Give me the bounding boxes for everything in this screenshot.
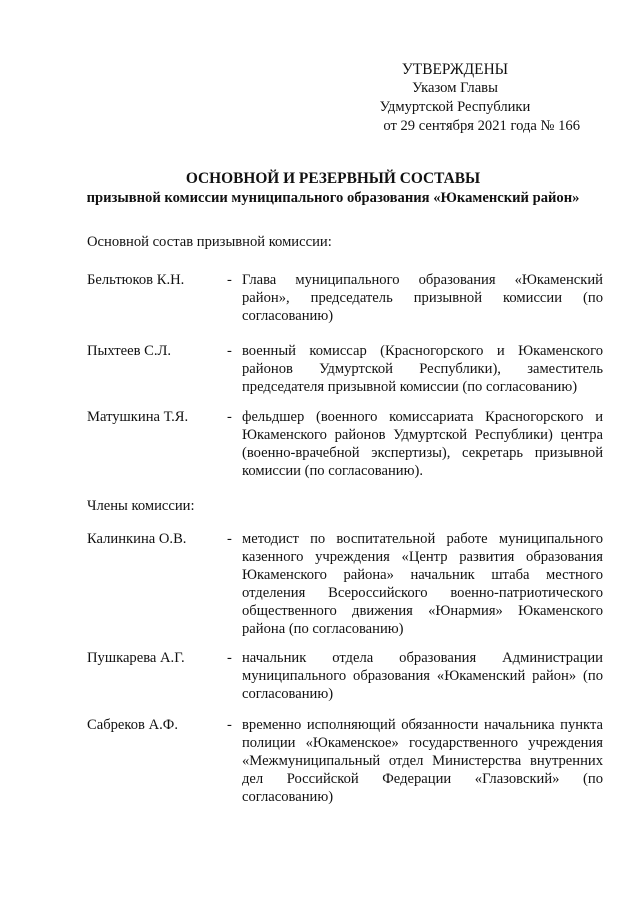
member-description: начальник отдела образования Администрации муниципального образования «Юкаменский район» (по согласованию) xyxy=(242,650,603,702)
members-section-label: Члены комиссии: xyxy=(87,498,195,514)
member-name: Пушкарева А.Г. xyxy=(87,650,185,666)
member-name: Бельтюков К.Н. xyxy=(87,272,185,288)
member-dash: - xyxy=(227,531,232,547)
approval-date: от 29 сентября 2021 года № 166 xyxy=(383,118,580,134)
member-dash: - xyxy=(227,717,232,733)
member-description: фельдшер (военного комиссариата Красногорского и Юкаменского районов Удмуртской Республики) центра (военно-врачебной экспертизы), секретарь призывной комиссии (по согласованию). xyxy=(242,409,603,479)
approval-republic: Удмуртской Республики xyxy=(379,99,531,115)
member-name: Калинкина О.В. xyxy=(87,531,187,547)
approval-decree: Указом Главы xyxy=(412,80,498,96)
member-dash: - xyxy=(227,343,232,359)
approval-block xyxy=(330,60,580,136)
member-name: Пыхтеев С.Л. xyxy=(87,343,172,359)
document-title xyxy=(60,169,606,207)
member-description: Глава муниципального образования «Юкаменский район», председатель призывной комиссии (по согласованию) xyxy=(242,272,603,324)
main-section-label: Основной состав призывной комиссии: xyxy=(87,234,332,250)
member-dash: - xyxy=(227,650,232,666)
member-name: Матушкина Т.Я. xyxy=(87,409,189,425)
approval-heading: УТВЕРЖДЕНЫ xyxy=(401,61,509,78)
member-dash: - xyxy=(227,409,232,425)
title-sub: призывной комиссии муниципального образования «Юкаменский район» xyxy=(86,190,580,206)
member-name: Сабреков А.Ф. xyxy=(87,717,178,733)
member-description: военный комиссар (Красногорского и Юкаменского районов Удмуртской Республики), заместитель председателя призывной комиссии (по согласованию) xyxy=(242,343,603,395)
member-description: временно исполняющий обязанности начальника пункта полиции «Юкаменское» государственного учреждения «Межмуниципальный отдел Министерства внутренних дел Российской Федерации «Глазовский» (по согласованию) xyxy=(242,717,603,805)
member-dash: - xyxy=(227,272,232,288)
title-main: ОСНОВНОЙ И РЕЗЕРВНЫЙ СОСТАВЫ xyxy=(185,170,481,187)
member-description: методист по воспитательной работе муниципального казенного учреждения «Центр развития образования Юкаменского района» начальник штаба местного отделения Всероссийского военно-патриотического общественного движения «Юнармия» Юкаменского района (по согласованию) xyxy=(242,531,603,637)
